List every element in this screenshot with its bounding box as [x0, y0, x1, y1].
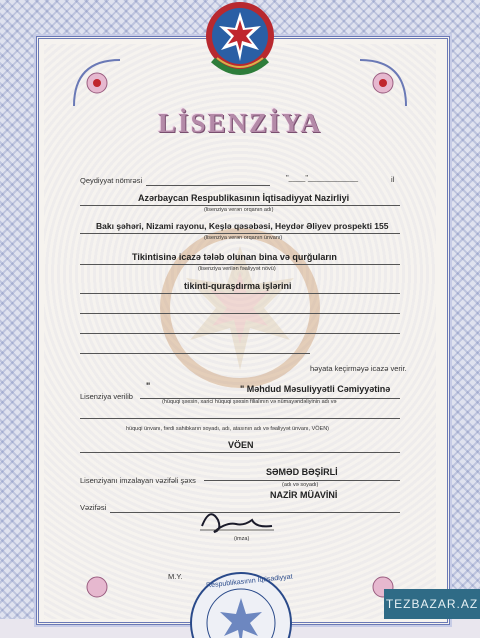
licensee-label: Lisenziya verilib	[80, 392, 133, 401]
voen-label: VÖEN	[228, 440, 254, 450]
corner-ornament-icon	[70, 56, 124, 110]
issuer-address: Bakı şəhəri, Nizami rayonu, Keşlə qəsəbəsi, Heydər Əliyev prospekti 155	[96, 221, 388, 231]
activity-caption: (lisenziya verilən fəaliyyət növü)	[198, 266, 276, 272]
signer-caption: (adı və soyadı)	[282, 482, 318, 488]
licensee-caption-2: hüquqi ünvanı, fərdi sahibkarın soyadı, adı, atasının adı və fəaliyyət ünvanı, VÖEN)	[126, 426, 329, 432]
signature-caption: (imza)	[234, 536, 249, 542]
handwritten-signature	[196, 500, 276, 540]
registration-date: "____"____________	[286, 173, 358, 182]
activity-line2: tikinti-quraşdırma işlərini	[184, 281, 292, 291]
licensee-open-quote: "	[146, 381, 150, 391]
signer-label: Lisenziyanı imzalayan vəzifəli şəxs	[80, 476, 196, 485]
issuer-value: Azərbaycan Respublikasının İqtisadiyyat Nazirliyi	[138, 193, 349, 203]
document-title: LİSENZİYA	[0, 108, 480, 139]
corner-ornament-icon	[356, 56, 410, 110]
issuer-caption: (lisenziya verən orqanın adı)	[204, 207, 273, 213]
registration-year: il	[391, 175, 394, 184]
licensee-caption-1: (hüquqi şəxsin, xarici hüquqi şəxsin filialının və nümayəndəliyinin adı və	[162, 399, 337, 405]
activity-line1: Tikintisinə icazə tələb olunan bina və qurğuların	[132, 252, 337, 262]
azerbaijan-emblem-icon	[203, 0, 277, 80]
licensee-value: " Məhdud Məsuliyyətli Cəmiyyətinə	[240, 384, 390, 394]
seal-text: Respublikasının İqtisadiyyat	[206, 573, 293, 589]
address-caption: (lisenziya verən orqanın ünvanı)	[204, 235, 282, 241]
site-watermark-badge: TEZBAZAR.AZ	[384, 589, 480, 619]
position-value: NAZİR MÜAVİNİ	[270, 490, 337, 500]
corner-ornament-icon	[70, 560, 124, 614]
registration-label: Qeydiyyat nömrəsi	[80, 176, 142, 185]
position-label: Vəzifəsi	[80, 503, 106, 512]
signer-name: SƏMƏD BƏŞİRLİ	[266, 467, 338, 477]
seal-place-label: M.Y.	[168, 572, 182, 581]
permission-text: həyata keçirməyə icazə verir.	[310, 364, 407, 373]
